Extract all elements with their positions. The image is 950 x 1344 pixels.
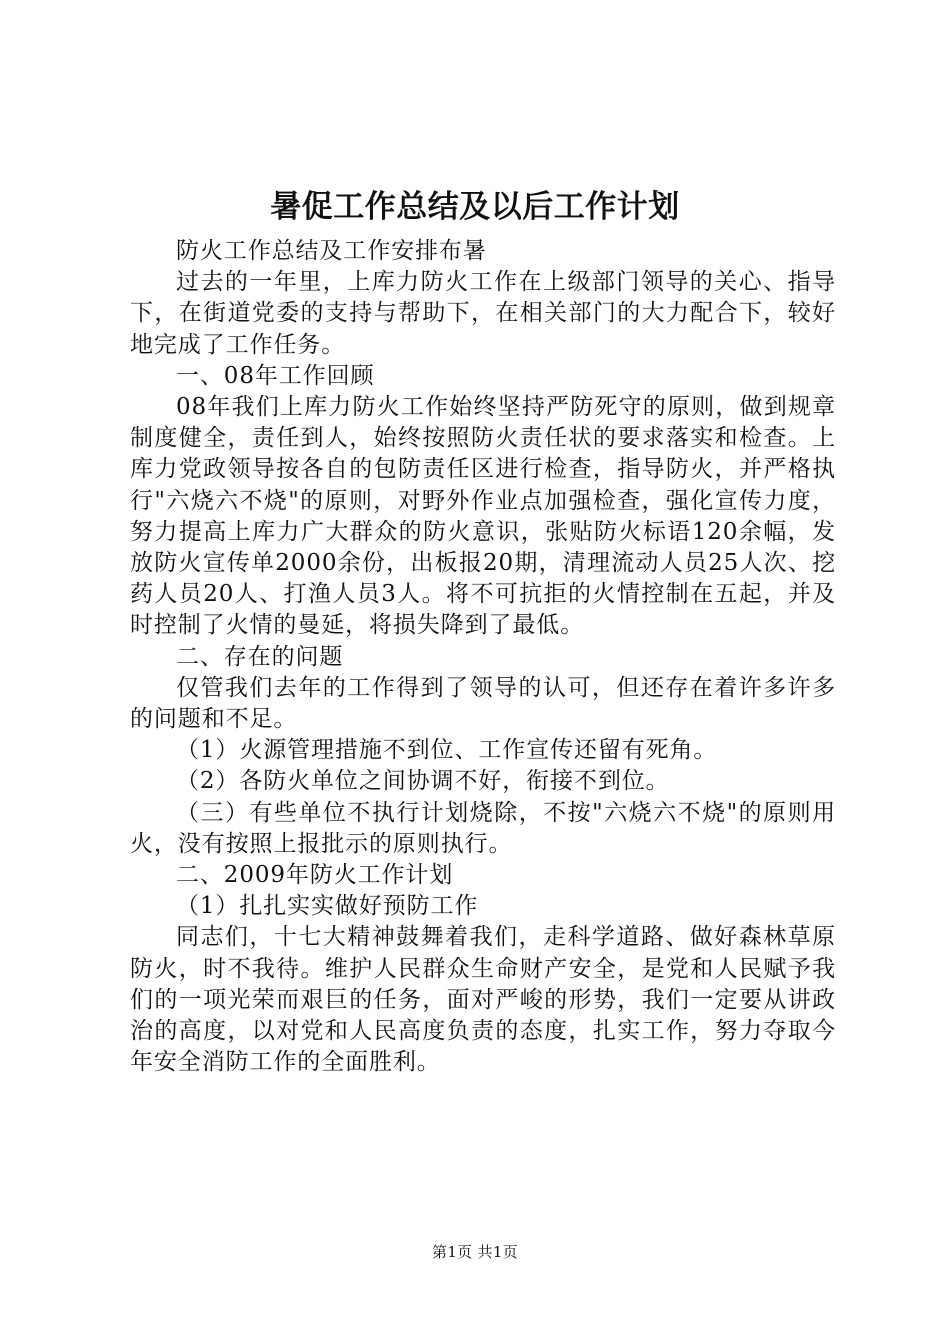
- paragraph-problems: 仅管我们去年的工作得到了领导的认可，但还存在着许多许多的问题和不足。: [130, 674, 836, 733]
- paragraph-review: 08年我们上库力防火工作始终坚持严防死守的原则，做到规章制度健全，责任到人，始终按照防火责任状的要求落实和检查。上库力党政领导按各自的包防责任区进行检查，指导防火，并严格执行"六烧六不烧"的原则，对野外作业点加强检查，强化宣传力度，努力提高上库力广大群众的防火意识，张贴防火标语120余幅，发放防火宣传单2000余份，出板报20期，清理流动人员25人次、挖药人员20人、打渔人员3人。将不可抗拒的火情控制在五起，并及时控制了火情的曼延，将损失降到了最低。: [130, 394, 836, 639]
- list-item-problem-2: （2）各防火单位之间协调不好，衔接不到位。: [176, 768, 670, 795]
- document-title: 暑促工作总结及以后工作计划: [270, 189, 680, 225]
- list-item-problem-1: （1）火源管理措施不到位、工作宣传还留有死角。: [176, 737, 718, 764]
- section-heading-plan: 二、2009年防火工作计划: [176, 862, 454, 889]
- paragraph-intro: 过去的一年里，上库力防火工作在上级部门领导的关心、指导下，在街道党委的支持与帮助下，在相关部门的大力配合下，较好地完成了工作任务。: [130, 269, 836, 358]
- list-item-problem-3: （三）有些单位不执行计划烧除，不按"六烧六不烧"的原则用火，没有按照上报批示的原则执行。: [130, 799, 836, 857]
- list-item-plan-1: （1）扎扎实实做好预防工作: [176, 893, 479, 920]
- section-heading-problems: 二、存在的问题: [176, 643, 344, 670]
- page-footer: 第1页 共1页: [432, 1243, 518, 1261]
- section-heading-review: 一、08年工作回顾: [176, 362, 375, 389]
- document-body: [130, 236, 836, 1078]
- paragraph-plan: 同志们，十七大精神鼓舞着我们，走科学道路、做好森林草原防火，时不我待。维护人民群众生命财产安全，是党和人民赋予我们的一项光荣而艰巨的任务，面对严峻的形势，我们一定要从讲政治的高度，以对党和人民高度负责的态度，扎实工作，努力夺取今年安全消防工作的全面胜利。: [130, 924, 836, 1076]
- paragraph-subtitle: 防火工作总结及工作安排布暑: [176, 238, 487, 264]
